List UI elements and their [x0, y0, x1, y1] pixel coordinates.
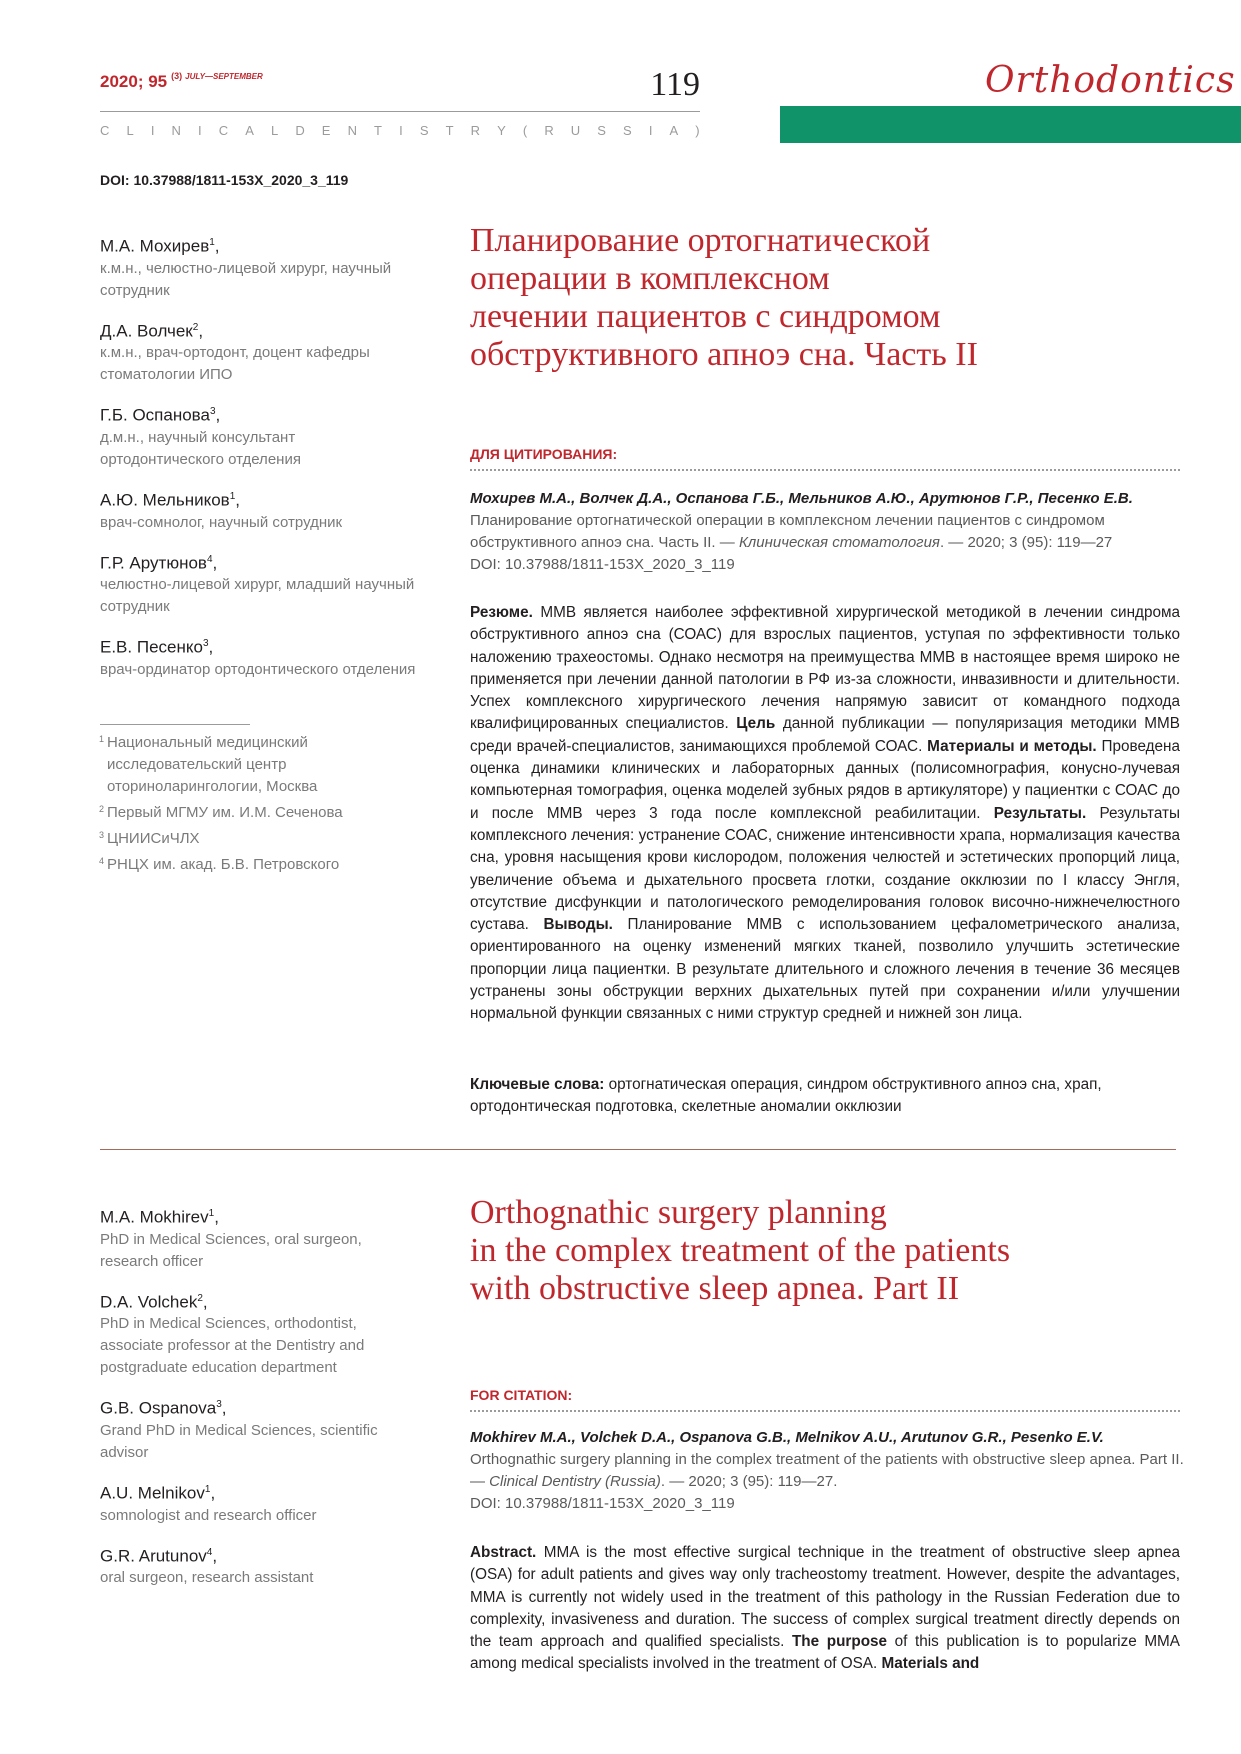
ru-citation-doi: DOI: 10.37988/1811-153X_2020_3_119 — [470, 556, 735, 573]
en-methods-label: Materials and — [881, 1655, 980, 1673]
author-entry — [100, 1203, 420, 1273]
author-description: врач-ординатор ортодонтического отделения — [100, 660, 416, 678]
author-name-text: G.R. Arutunov — [100, 1546, 207, 1566]
en-citation-body — [470, 1449, 1185, 1493]
ru-citation-journal: Клиническая стоматология — [738, 534, 940, 551]
issue-year-volume: 2020; 95 — [100, 72, 168, 91]
ru-conclusions-label: Выводы. — [543, 916, 613, 934]
ru-keywords — [470, 1074, 1185, 1118]
author-affiliation-mark: 1 — [229, 490, 236, 502]
issue-info — [100, 72, 263, 92]
author-entry — [100, 232, 420, 302]
ru-article-title — [470, 222, 1190, 374]
author-entry — [100, 486, 420, 534]
en-article-title — [470, 1194, 1190, 1308]
journal-letter: A — [669, 123, 679, 138]
journal-letter: I — [198, 123, 202, 138]
en-abstract — [470, 1542, 1180, 1676]
ru-citation-tail: . — 2020; 3 (95): 119—27 — [939, 534, 1113, 551]
author-entry — [100, 317, 420, 387]
ru-keywords-label: Ключевые слова: — [470, 1076, 605, 1093]
header-rule — [100, 111, 700, 112]
ru-results-text: Результаты комплексного лечения: устранение СОАС, снижение интенсивности храпа, нормализация качества сна, уровня насыщения крови кислородом, положения челюстей и эстетических пропорций лица, увеличение объема и дыхательного просвета глотки, создание окклюзии по I классу Энгля, отсутствие дисфункции и патологического ремоделирования головок височно-нижнечелюстного сустава. — [470, 804, 1181, 934]
author-description: PhD in Medical Sciences, orthodontist, associate professor at the Dentistry and postgraduate education department — [100, 1315, 365, 1377]
author-affiliation-mark: 1 — [204, 1483, 211, 1495]
author-name-text: G.B. Ospanova — [100, 1398, 217, 1418]
author-description: PhD in Medical Sciences, oral surgeon, research officer — [100, 1230, 362, 1270]
affiliation-item — [100, 732, 430, 798]
affiliation-item — [100, 828, 430, 850]
author-description: oral surgeon, research assistant — [100, 1569, 314, 1587]
ru-summary-text: ММВ является наиболее эффективной хирургической методикой в лечении синдрома обструктивного апноэ сна (СОАС) для взрослых пациентов, уступая по эффективности только наложению трахеостомы. Однако несмотря на преимущества ММВ в настоящее время широко не применяется при лечении данной патологии в РФ из-за сложности, инвазивности и длительности. Успех комплексного хирургического лечения напрямую зависит от командного подхода квалифицированных специалистов. — [470, 604, 1180, 733]
issue-number: (3) — [171, 71, 183, 81]
journal-letter: A — [245, 123, 254, 138]
ru-citation-label: ДЛЯ ЦИТИРОВАНИЯ: — [470, 446, 618, 462]
affiliation-mark: 1 — [99, 734, 105, 744]
author-name-text: М.А. Мохирев — [100, 236, 210, 256]
ru-citation — [470, 488, 1185, 576]
author-name: M.A. Mokhirev$^1$, — [100, 1207, 219, 1227]
journal-letter: Y — [497, 123, 506, 138]
title-line: in the complex treatment of the patients — [470, 1232, 1011, 1269]
en-citation — [470, 1427, 1185, 1515]
author-entry — [100, 1394, 420, 1464]
journal-letter: S — [623, 123, 632, 138]
author-name-text: M.A. Mokhirev — [100, 1207, 209, 1227]
en-citation-authors: Mokhirev M.A., Volchek D.A., Ospanova G.B., Melnikov A.U., Arutunov G.R., Pesenko E.V. — [470, 1429, 1104, 1446]
page-number: 119 — [650, 66, 700, 103]
journal-letter: D — [295, 123, 305, 138]
author-affiliation-mark: 4 — [206, 553, 213, 565]
author-description: к.м.н., челюстно-лицевой хирург, научный сотрудник — [100, 259, 392, 299]
journal-letter: R — [544, 123, 554, 138]
author-name-text: A.U. Melnikov — [100, 1483, 205, 1503]
ru-results-label: Результаты. — [993, 804, 1087, 822]
journal-letter: L — [270, 123, 279, 138]
author-description: к.м.н., врач-ортодонт, доцент кафедры стоматологии ИПО — [100, 344, 370, 384]
author-affiliation-mark: 4 — [206, 1546, 213, 1558]
author-name: A.U. Melnikov$^1$, — [100, 1483, 216, 1503]
title-line: Планирование ортогнатической — [470, 222, 931, 259]
affiliation-text: Первый МГМУ им. И.М. Сеченова — [107, 804, 343, 821]
ru-author-list — [100, 232, 420, 696]
ru-methods-label: Материалы и методы. — [927, 737, 1097, 755]
ru-summary-label: Резюме. — [470, 604, 533, 621]
doi: DOI: 10.37988/1811-153X_2020_3_119 — [100, 172, 349, 188]
journal-letter: S — [597, 123, 606, 138]
author-name-text: Д.А. Волчек — [100, 321, 193, 341]
section-color-bar — [780, 106, 1241, 143]
author-affiliation-mark: 2 — [192, 321, 199, 333]
journal-letter: E — [321, 123, 331, 138]
journal-letter: N — [347, 123, 357, 138]
author-description: д.м.н., научный консультант ортодонтического отделения — [100, 428, 301, 468]
journal-name — [100, 123, 700, 138]
journal-letter: C — [218, 123, 229, 138]
title-line: операции в комплексном — [470, 260, 830, 297]
author-entry — [100, 1479, 420, 1527]
title-line: Orthognathic surgery planning — [470, 1194, 887, 1231]
en-citation-text: Orthognathic surgery planning in the complex treatment of the patients with obstructive sleep apnea. Part II. — — [470, 1451, 1184, 1490]
journal-letter: T — [374, 123, 382, 138]
author-affiliation-mark: 2 — [197, 1292, 203, 1304]
journal-letter: U — [570, 123, 581, 138]
journal-letter: I — [150, 123, 155, 138]
author-name: Г.Б. Оспанова$^3$, — [100, 405, 221, 425]
journal-letter: L — [126, 123, 134, 138]
author-affiliation-mark: 1 — [208, 1208, 215, 1219]
ru-keywords-text: ортогнатическая операция, синдром обструктивного апноэ сна, храп, ортодонтическая подготовка, скелетные аномалии окклюзии — [470, 1076, 1102, 1115]
author-name-text: Е.В. Песенко — [100, 637, 203, 657]
author-description: челюстно-лицевой хирург, младший научный сотрудник — [100, 576, 415, 616]
author-name-text: Г.Б. Оспанова — [100, 405, 210, 425]
journal-letter: R — [470, 123, 481, 138]
author-affiliation-mark: 1 — [209, 237, 215, 248]
affiliation-list — [100, 732, 430, 880]
author-description: врач-сомнолог, научный сотрудник — [100, 513, 343, 531]
affiliation-item — [100, 802, 430, 824]
author-entry — [100, 549, 420, 619]
author-name: Д.А. Волчек$^2$, — [100, 321, 204, 341]
journal-letter: I — [399, 123, 403, 138]
author-description: Grand PhD in Medical Sciences, scientific advisor — [100, 1421, 378, 1461]
ru-citation-divider — [470, 469, 1180, 471]
en-abstract-text: MMA is the most effective surgical technique in the treatment of obstructive sleep apnea (OSA) for adult patients and gives way only tracheostomy treatment. However, despite the advantages, MMA is currently not widely used in the treatment of this pathology in the Russian Federation due to complexity, invasiveness and duration. The success of complex surgical treatment directly depends on the team approach and qualified specialists. — [470, 1544, 1180, 1651]
en-abstract-label: Abstract. — [470, 1544, 537, 1561]
en-citation-tail: . — 2020; 3 (95): 119—27. — [660, 1473, 838, 1490]
section-title: Orthodontics — [985, 60, 1236, 101]
author-entry — [100, 1542, 420, 1590]
author-name: Г.Р. Арутюнов$^4$, — [100, 553, 218, 573]
title-line: обструктивного апноэ сна. Часть II — [470, 336, 978, 373]
affiliation-text: РНЦХ им. акад. Б.В. Петровского — [107, 856, 340, 873]
journal-letter: ( — [522, 123, 528, 138]
journal-letter: ) — [695, 123, 700, 138]
author-entry — [100, 1288, 420, 1380]
en-purpose-label: The purpose — [791, 1633, 888, 1651]
ru-abstract — [470, 602, 1180, 1026]
author-name: G.R. Arutunov$^4$, — [100, 1546, 218, 1566]
affiliation-mark: 3 — [99, 830, 105, 840]
title-line: with obstructive sleep apnea. Part II — [470, 1270, 960, 1307]
journal-letter: I — [648, 123, 653, 138]
language-divider — [100, 1149, 1176, 1150]
affiliation-mark: 2 — [99, 804, 105, 814]
affiliation-text: ЦНИИСиЧЛХ — [107, 830, 200, 847]
ru-citation-body — [470, 510, 1185, 554]
en-citation-label: FOR CITATION: — [470, 1387, 573, 1403]
author-name: А.Ю. Мельников$^1$, — [100, 490, 240, 510]
ru-aim-text: данной публикации — популяризация методики ММВ среди врачей-специалистов, занимающихся проблемой СОАС. — [470, 715, 1180, 755]
issue-months: JULY—SEPTEMBER — [185, 72, 263, 81]
ru-citation-authors: Мохирев М.А., Волчек Д.А., Оспанова Г.Б., Мельников А.Ю., Арутюнов Г.Р., Песенко Е.В. — [470, 490, 1133, 507]
affiliation-text: Национальный медицинский исследовательский центр оториноларингологии, Москва — [107, 734, 318, 795]
author-name-text: А.Ю. Мельников — [100, 490, 230, 510]
ru-methods-text: Проведена оценка динамики клинических и лабораторных данных (полисомнография, конусно-лучевая компьютерная томография, оценка моделей зубных рядов в артикуляторе) у пациентки с СОАС до и после ММВ через 3 года после комплексной реабилитации. — [470, 737, 1181, 822]
affiliation-rule — [100, 724, 250, 725]
author-description: somnologist and research officer — [100, 1506, 317, 1524]
ru-citation-text: Планирование ортогнатической операции в комплексном лечении пациентов с синдромом обструктивного апноэ сна. Часть II. — — [470, 512, 1105, 551]
author-entry — [100, 633, 420, 681]
ru-aim-label: Цель — [736, 715, 776, 733]
journal-letter: C — [100, 123, 110, 138]
en-citation-journal: Clinical Dentistry (Russia) — [489, 1473, 661, 1490]
en-citation-divider — [470, 1410, 1180, 1412]
author-affiliation-mark: 3 — [216, 1399, 222, 1411]
author-name: D.A. Volchek$^2$, — [100, 1292, 208, 1312]
author-name: М.А. Мохирев$^1$, — [100, 236, 220, 256]
author-affiliation-mark: 3 — [202, 638, 209, 650]
title-line: лечении пациентов с синдромом — [470, 298, 941, 335]
journal-letter: S — [419, 123, 429, 138]
author-name: G.B. Ospanova$^3$, — [100, 1398, 227, 1418]
en-purpose-text: of this publication is to popularize MMA among medical specialists involved in the treatment of OSA. — [470, 1633, 1181, 1673]
author-affiliation-mark: 3 — [209, 406, 216, 418]
affiliation-item — [100, 854, 430, 876]
ru-conclusions-text: Планирование ММВ с использованием цефалометрического анализа, ориентированного на оценку изменений мягких тканей, позволило улучшить эстетические пропорции лица пациентки. В результате длительного и сложного лечения в течение 36 месяцев устранены зоны обструкции верхних дыхательных путей при сохранении и/или улучшении нормальной функции связанных с ними структур средней и нижней зон лица. — [470, 916, 1180, 1023]
en-author-list — [100, 1203, 420, 1604]
author-name-text: Г.Р. Арутюнов — [100, 553, 207, 573]
en-citation-doi: DOI: 10.37988/1811-153X_2020_3_119 — [470, 1495, 735, 1512]
journal-letter: N — [171, 123, 181, 138]
author-entry — [100, 401, 420, 471]
journal-letter: T — [445, 123, 454, 138]
author-name: Е.В. Песенко$^3$, — [100, 637, 214, 657]
author-name-text: D.A. Volchek — [100, 1292, 198, 1312]
affiliation-mark: 4 — [99, 856, 105, 866]
